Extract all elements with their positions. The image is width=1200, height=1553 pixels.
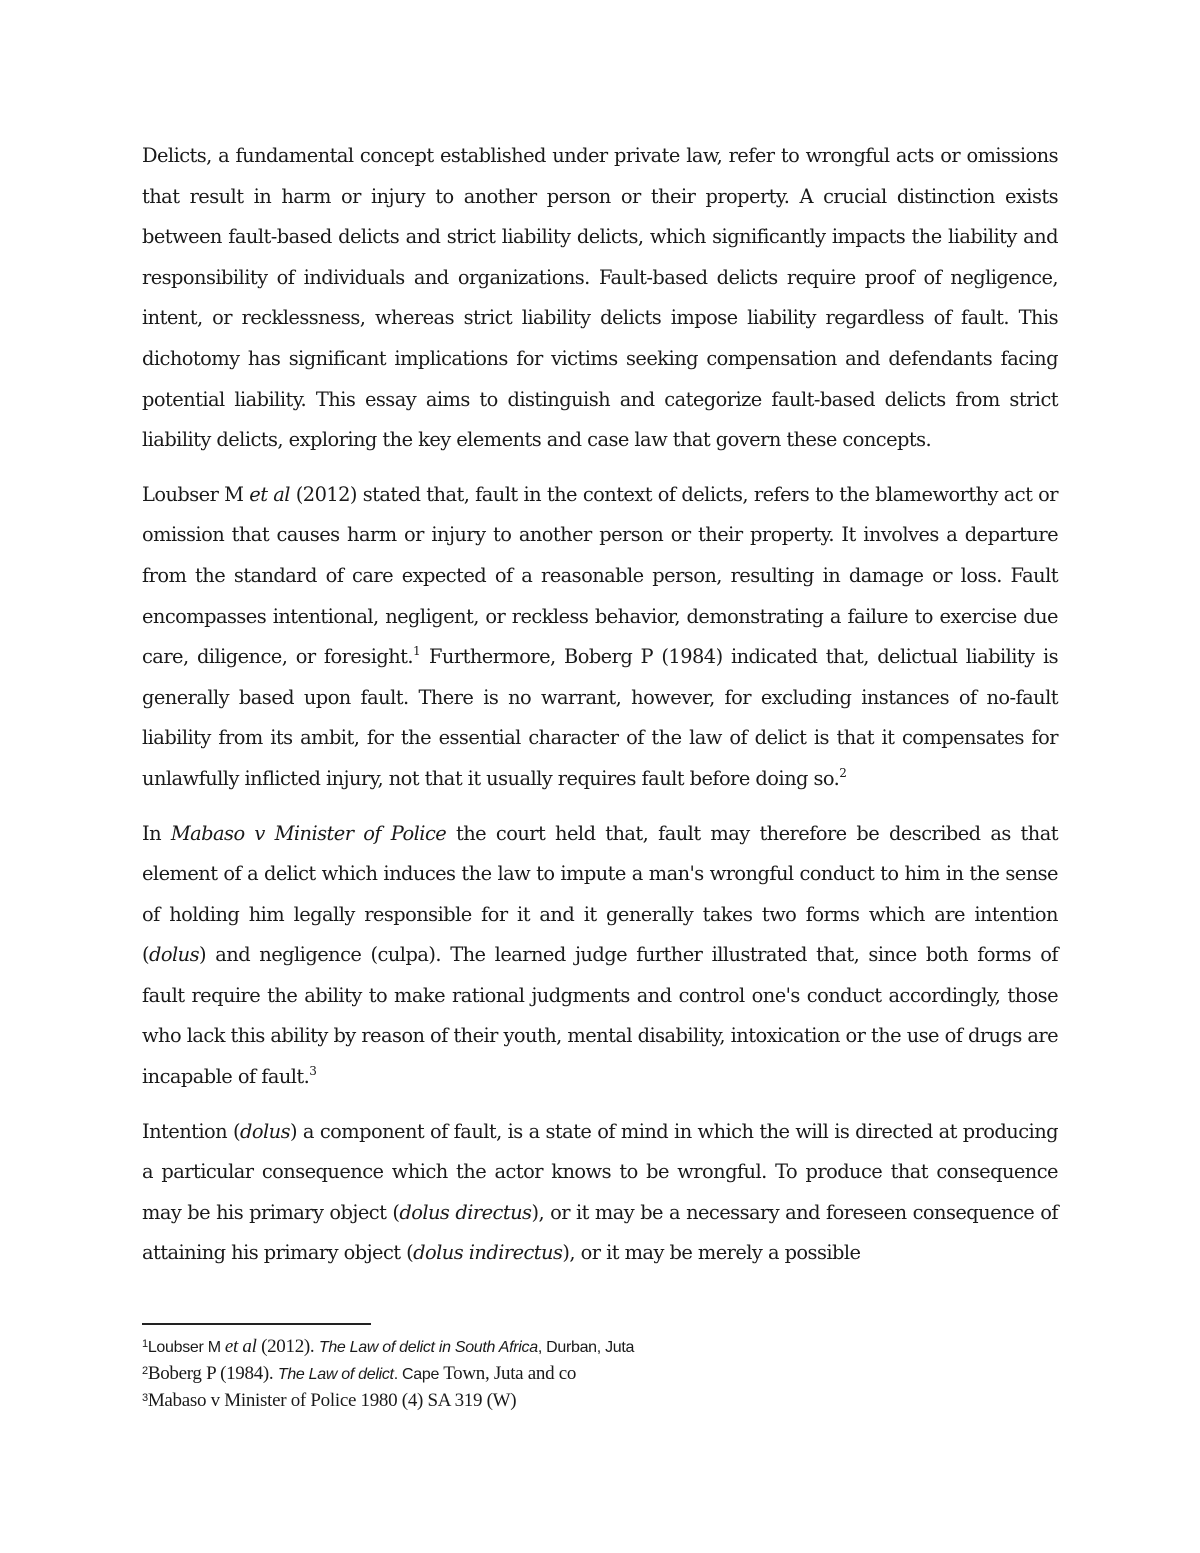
italic-span: et al (249, 482, 290, 506)
footnote-number: 2 (142, 1365, 148, 1377)
text-span: Loubser M (142, 482, 250, 506)
footnote-ref-2[interactable]: 2 (839, 765, 847, 780)
italic-span: dolus directus (399, 1200, 532, 1224)
text-span: ) and negligence (culpa). The learned judge further illustrated that, since both forms of fault require the ability to make rational judgments and control one's conduct accordingly, those who lack this ability by reason of their youth, mental disability, intoxication or the use of drugs are incapable of fault. (142, 943, 1059, 1089)
paragraph-intro-text: Delicts, a fundamental concept established under private law, refer to wrongful acts or omissions that result in harm or injury to another person or their property. A crucial distinction exists between fault-based delicts and strict liability delicts, which significantly impacts the liability and responsibility of individuals and organizations. Fault-based delicts require proof of negligence, intent, or recklessness, whereas strict liability delicts impose liability regardless of fault. This dichotomy has significant implications for victims seeking compensation and defendants facing potential liability. This essay aims to distinguish and categorize fault-based delicts from strict liability delicts, exploring the key elements and case law that govern these concepts. (142, 144, 1058, 452)
footnote-ref-1[interactable]: 1 (413, 644, 421, 659)
footnote-year: (2012). (256, 1336, 319, 1357)
footnote-publisher: Town, Juta and co (443, 1363, 577, 1384)
paragraph-intention (142, 1112, 1058, 1274)
text-span: Intention ( (142, 1119, 241, 1143)
paragraph-mabaso (142, 814, 1058, 1098)
footnote-publisher: . Cape (393, 1366, 444, 1383)
text-span: In (142, 821, 171, 845)
text-span: ), or it may be a necessary and foreseen consequence of attaining his primary object ( (142, 1200, 1058, 1265)
italic-span: dolus indirectus (413, 1241, 563, 1265)
text-span: ) a component of fault, is a state of mind in which the will is directed at producing a particular consequence which the actor knows to be wrongful. To produce that consequence may be his primary object ( (142, 1119, 1058, 1224)
footnote-3 (142, 1388, 1042, 1414)
text-span: the court held that, fault may therefore be described as that element of a delict which induces the law to impute a man's wrongful conduct to him in the sense of holding him legally responsible for it and it generally takes two forms which are intention ( (142, 821, 1058, 967)
paragraph-fault-definition (142, 475, 1058, 800)
text-span: Furthermore, Boberg P (1984) indicated that, delictual liability is generally based upon fault. There is no warrant, however, for excluding instances of no-fault liability from its ambit, for the essential character of the law of delict is that it compensates for unlawfully inflicted injury, not that it usually requires fault before doing so. (142, 645, 1058, 790)
italic-span: dolus (240, 1119, 291, 1143)
text-span: (2012) stated that, fault in the context of delicts, refers to the blameworthy act or omission that causes harm or injury to another person or their property. It involves a departure from the standard of care expected of a reasonable person, resulting in damage or loss. Fault encompasses intentional, negligent, or reckless behavior, demonstrating a failure to exercise due care, diligence, or foresight. (142, 482, 1058, 669)
paragraph-intro (142, 136, 1058, 461)
footnote-title: The Law of delict in South Africa (318, 1339, 538, 1356)
footnote-number: 3 (142, 1392, 148, 1404)
footnote-2 (142, 1361, 1042, 1388)
footnote-author: Boberg P (1984). (147, 1363, 278, 1384)
italic-span: et al (224, 1336, 257, 1357)
footnote-title: The Law of delict (277, 1366, 394, 1383)
case-name: Mabaso v Minister of Police (170, 821, 447, 845)
main-text (142, 136, 1058, 1288)
footnotes (142, 1334, 1042, 1414)
footnote-1 (142, 1334, 1042, 1361)
footnote-ref-3[interactable]: 3 (309, 1064, 317, 1079)
italic-span: dolus (149, 943, 199, 967)
text-span: ), or it may be merely a possible (562, 1241, 861, 1265)
footnote-separator (142, 1323, 371, 1325)
footnote-number: 1 (142, 1338, 148, 1350)
footnote-publisher: , Durban, Juta (537, 1339, 635, 1356)
footnote-author: Loubser M (147, 1339, 225, 1356)
footnote-text: Mabaso v Minister of Police 1980 (4) SA 319 (W) (147, 1390, 517, 1411)
